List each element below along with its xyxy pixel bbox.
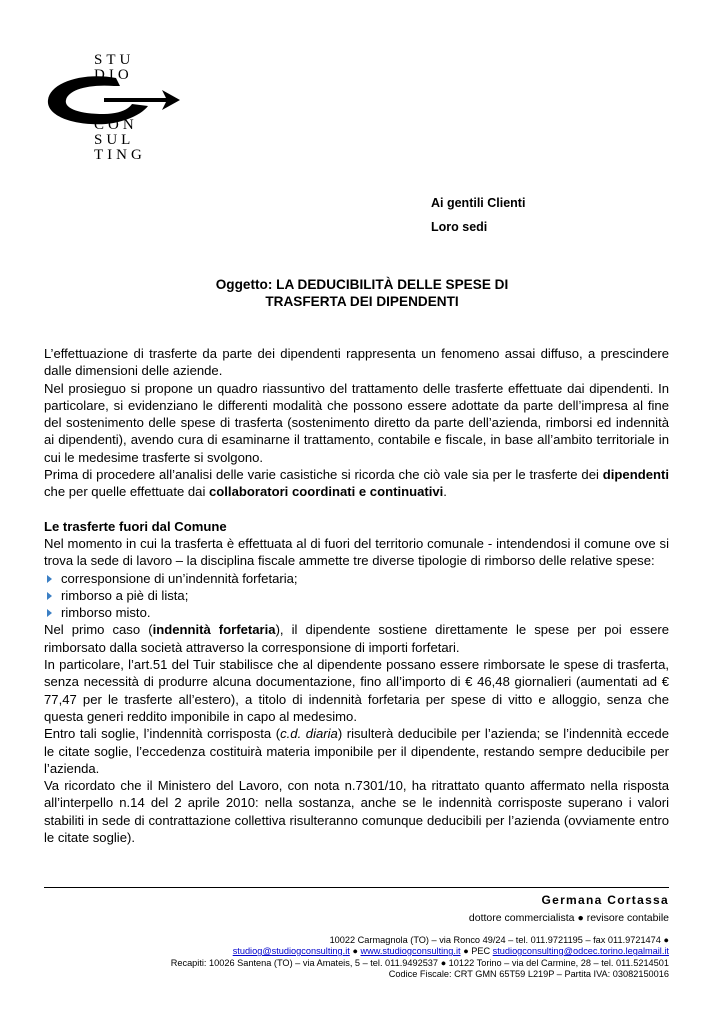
- paragraph: [44, 621, 669, 656]
- studio-g-logo: [44, 50, 184, 170]
- paragraph: Nel prosieguo si propone un quadro riassuntivo del trattamento delle trasferte effettuate dai dipendenti. In particolare, si evidenziano le differenti modalità che possono essere adottate da parte dell’impresa al fine del sostenimento delle spese di trasferta (sostenimento diretto da parte dell’azienda, rimborsi ed indennità ai dipendenti), avendo cura di esaminarne il trattamento, contabile e fiscale, in base all’ambito territoriale in cui le medesime trasferte si svolgono.: [44, 380, 669, 465]
- logo-line: SUL: [94, 132, 135, 148]
- footer-recapiti-line: Recapiti: 10026 Santena (TO) – via Amateis, 5 – tel. 011.9492537 ● 10122 Torino – via del Carmine, 28 – tel. 011.5214501: [170, 958, 669, 968]
- list-item-text: rimborso a piè di lista;: [61, 587, 189, 603]
- footer-divider: [44, 887, 669, 888]
- text-run: ) risulterà deducibile per l’azienda; se l’indennità eccede le citate soglie, l’eccedenza costituirà materia imponibile per il dipendente, restando sempre deducibile per l’azienda.: [44, 726, 669, 776]
- bullet-list: [44, 570, 669, 622]
- recipient-line: Loro sedi: [431, 220, 488, 234]
- logo-line: STU: [94, 52, 135, 68]
- subject-heading: [44, 276, 680, 310]
- list-item-text: corresponsione di un’indennità forfetaria;: [61, 570, 298, 586]
- text-run: .: [443, 484, 447, 500]
- bold-run: indennità forfetaria: [152, 622, 276, 638]
- footer-role: dottore commercialista ● revisore contabile: [468, 912, 669, 924]
- footer-tax-line: Codice Fiscale: CRT GMN 65T59 L219P – Partita IVA: 03082150016: [388, 969, 669, 979]
- text-run: Entro tali soglie, l’indennità corrisposta (: [44, 726, 281, 742]
- paragraph: [44, 725, 669, 777]
- website-link[interactable]: www.studiogconsulting.it: [360, 946, 461, 956]
- text-run: che per quelle effettuate dai: [44, 484, 210, 500]
- subject-line: Oggetto: LA DEDUCIBILITÀ DELLE SPESE DI: [215, 277, 509, 292]
- separator: ● PEC: [460, 946, 493, 956]
- list-item: [44, 570, 669, 587]
- text-run: Prima di procedere all’analisi delle varie casistiche si ricorda che ciò vale sia per le trasferte dei: [44, 467, 603, 483]
- paragraph: Nel momento in cui la trasferta è effettuata al di fuori del territorio comunale - intendendosi il comune ove si trova la sede di lavoro – la disciplina fiscale ammette tre diverse tipologie di rimborso delle relative spese:: [44, 535, 669, 569]
- footer-contacts-line: [233, 946, 669, 956]
- paragraph: L’effettuazione di trasferte da parte dei dipendenti rappresenta un fenomeno assai diffuso, a prescindere dalle dimensioni delle aziende.: [44, 346, 669, 379]
- footer-address-line: 10022 Carmagnola (TO) – via Ronco 49/24 – tel. 011.9721195 – fax 011.9721474 ●: [329, 935, 669, 945]
- bold-run: dipendenti: [602, 467, 669, 483]
- subject-line: TRASFERTA DEI DIPENDENTI: [265, 294, 459, 309]
- list-item: [44, 587, 669, 604]
- paragraph: In particolare, l’art.51 del Tuir stabilisce che al dipendente possano essere rimborsate le spese di trasferta, senza necessità di produrre alcuna documentazione, fino all’importo di € 46,48 giornalieri (aumentati ad € 77,47 per le trasferte all’estero), a titolo di indennità forfetaria per spese di vitto e alloggio, senza che questa generi reddito imponibile in capo al medesimo.: [44, 657, 669, 724]
- bold-run: collaboratori coordinati e continuativi: [209, 484, 444, 500]
- triangle-bullet-icon: [47, 592, 52, 600]
- paragraph: [44, 466, 669, 501]
- section-heading: Le trasferte fuori dal Comune: [44, 518, 227, 534]
- letter-body: [44, 345, 669, 846]
- text-run: Nel primo caso (: [44, 622, 153, 638]
- italic-run: c.d. diaria: [280, 726, 338, 742]
- footer-name: Germana Cortassa: [541, 893, 669, 907]
- recipient-line: Ai gentili Clienti: [431, 196, 526, 210]
- triangle-bullet-icon: [47, 609, 52, 617]
- logo-line: CON: [94, 117, 138, 133]
- paragraph: Va ricordato che il Ministero del Lavoro, con nota n.7301/10, ha ritrattato quanto affermato nella risposta all’interpello n.14 del 2 aprile 2010: nella sostanza, anche se le indennità corrisposte superano i valori stabiliti in sede di contrattazione collettiva risulteranno comunque deducibili per l’azienda (ovviamente entro le citate soglie).: [44, 778, 669, 846]
- text-run: ), il dipendente sostiene direttamente le spese per poi essere rimborsato dalla società attraverso la corresponsione di importi forfetari.: [44, 622, 669, 655]
- email-link[interactable]: studiog@studiogconsulting.it: [232, 946, 350, 956]
- triangle-bullet-icon: [47, 575, 52, 583]
- separator: ●: [349, 946, 361, 956]
- list-item: [44, 604, 669, 621]
- logo-line: TING: [94, 147, 146, 163]
- list-item-text: rimborso misto.: [61, 605, 151, 621]
- pec-link[interactable]: studiogconsulting@odcec.torino.legalmail.it: [492, 946, 669, 956]
- logo-line: DIO: [94, 67, 133, 83]
